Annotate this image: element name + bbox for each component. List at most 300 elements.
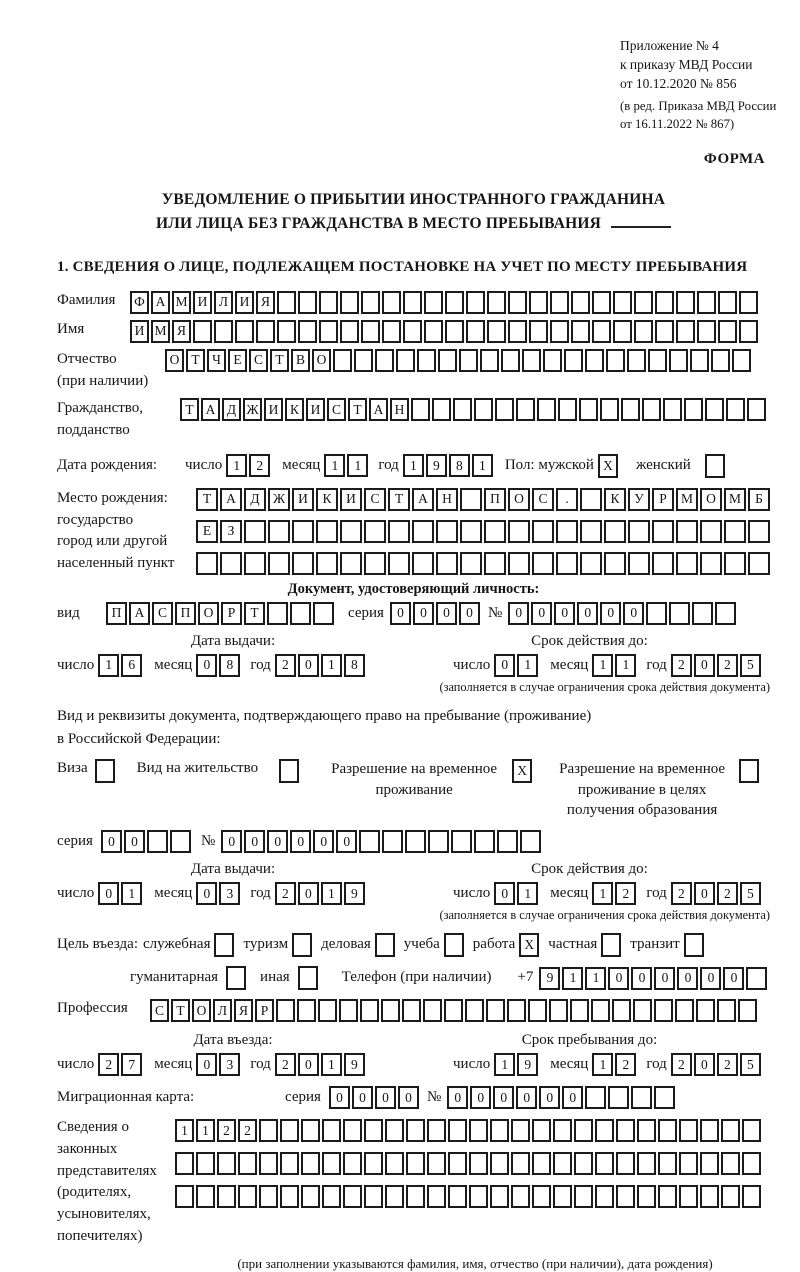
char-box[interactable]: Т xyxy=(171,999,190,1022)
char-box[interactable] xyxy=(553,1152,572,1175)
char-box[interactable] xyxy=(592,320,611,343)
char-box[interactable]: 0 xyxy=(608,967,629,990)
char-box[interactable] xyxy=(516,398,535,421)
char-box[interactable] xyxy=(388,520,410,543)
char-box[interactable]: 0 xyxy=(298,654,319,677)
char-box[interactable]: А xyxy=(369,398,388,421)
char-box[interactable] xyxy=(196,552,218,575)
char-box[interactable] xyxy=(585,349,604,372)
char-box[interactable]: И xyxy=(235,291,254,314)
char-box[interactable]: 0 xyxy=(313,830,334,853)
char-box[interactable]: 1 xyxy=(517,654,538,677)
char-box[interactable] xyxy=(616,1119,635,1142)
char-box[interactable]: 9 xyxy=(426,454,447,477)
char-box[interactable] xyxy=(654,1086,675,1109)
char-box[interactable] xyxy=(648,349,667,372)
char-box[interactable] xyxy=(423,999,442,1022)
char-box[interactable] xyxy=(402,999,421,1022)
char-box[interactable] xyxy=(448,1119,467,1142)
char-box[interactable] xyxy=(684,398,703,421)
char-box[interactable] xyxy=(361,291,380,314)
char-box[interactable]: 2 xyxy=(217,1119,236,1142)
char-box[interactable]: Т xyxy=(180,398,199,421)
char-box[interactable]: К xyxy=(316,488,338,511)
char-box[interactable]: 1 xyxy=(121,882,142,905)
char-box[interactable] xyxy=(486,999,505,1022)
char-box[interactable] xyxy=(364,1185,383,1208)
char-box[interactable] xyxy=(436,520,458,543)
char-box[interactable] xyxy=(238,1152,257,1175)
char-box[interactable] xyxy=(448,1152,467,1175)
char-box[interactable]: 0 xyxy=(390,602,411,625)
char-box[interactable] xyxy=(663,398,682,421)
char-box[interactable]: 2 xyxy=(717,654,738,677)
checkbox-business[interactable] xyxy=(375,933,395,957)
char-box[interactable]: 0 xyxy=(398,1086,419,1109)
char-box[interactable] xyxy=(361,320,380,343)
char-box[interactable] xyxy=(721,1185,740,1208)
char-box[interactable] xyxy=(480,349,499,372)
char-box[interactable] xyxy=(277,291,296,314)
char-box[interactable]: В xyxy=(291,349,310,372)
char-box[interactable]: 1 xyxy=(324,454,345,477)
char-box[interactable]: 3 xyxy=(219,882,240,905)
char-box[interactable]: К xyxy=(285,398,304,421)
char-box[interactable] xyxy=(580,552,602,575)
char-box[interactable] xyxy=(697,320,716,343)
char-box[interactable]: О xyxy=(192,999,211,1022)
char-box[interactable] xyxy=(585,1086,606,1109)
char-box[interactable]: Е xyxy=(196,520,218,543)
char-box[interactable] xyxy=(676,520,698,543)
char-box[interactable] xyxy=(290,602,311,625)
char-box[interactable]: 1 xyxy=(592,1053,613,1076)
char-box[interactable] xyxy=(412,552,434,575)
char-box[interactable] xyxy=(459,349,478,372)
char-box[interactable] xyxy=(259,1185,278,1208)
char-box[interactable] xyxy=(427,1119,446,1142)
char-box[interactable] xyxy=(652,552,674,575)
char-box[interactable] xyxy=(280,1185,299,1208)
char-box[interactable] xyxy=(532,1119,551,1142)
char-box[interactable]: 8 xyxy=(344,654,365,677)
char-box[interactable]: 0 xyxy=(196,654,217,677)
char-box[interactable]: И xyxy=(264,398,283,421)
char-box[interactable]: 0 xyxy=(631,967,652,990)
char-box[interactable] xyxy=(571,291,590,314)
char-box[interactable] xyxy=(333,349,352,372)
char-box[interactable]: 3 xyxy=(219,1053,240,1076)
char-box[interactable] xyxy=(360,999,379,1022)
char-box[interactable] xyxy=(654,999,673,1022)
char-box[interactable] xyxy=(637,1119,656,1142)
char-box[interactable] xyxy=(724,520,746,543)
char-box[interactable]: 2 xyxy=(249,454,270,477)
char-box[interactable] xyxy=(474,830,495,853)
char-box[interactable]: П xyxy=(175,602,196,625)
char-box[interactable] xyxy=(669,349,688,372)
char-box[interactable] xyxy=(628,520,650,543)
char-box[interactable]: З xyxy=(220,520,242,543)
char-box[interactable] xyxy=(235,320,254,343)
char-box[interactable]: А xyxy=(151,291,170,314)
char-box[interactable] xyxy=(700,1119,719,1142)
char-box[interactable]: 2 xyxy=(275,882,296,905)
char-box[interactable] xyxy=(511,1119,530,1142)
char-box[interactable]: 5 xyxy=(740,654,761,677)
char-box[interactable] xyxy=(432,398,451,421)
char-box[interactable] xyxy=(244,552,266,575)
char-box[interactable]: 2 xyxy=(238,1119,257,1142)
checkbox-male[interactable]: X xyxy=(598,454,618,478)
char-box[interactable] xyxy=(268,520,290,543)
char-box[interactable] xyxy=(445,291,464,314)
char-box[interactable]: П xyxy=(106,602,127,625)
char-box[interactable]: 0 xyxy=(267,830,288,853)
char-box[interactable] xyxy=(553,1119,572,1142)
char-box[interactable]: 1 xyxy=(98,654,119,677)
char-box[interactable] xyxy=(558,398,577,421)
char-box[interactable]: Ч xyxy=(207,349,226,372)
char-box[interactable]: 0 xyxy=(694,654,715,677)
char-box[interactable] xyxy=(297,999,316,1022)
char-box[interactable] xyxy=(742,1185,761,1208)
char-box[interactable] xyxy=(298,320,317,343)
char-box[interactable] xyxy=(715,602,736,625)
char-box[interactable] xyxy=(484,520,506,543)
char-box[interactable]: 8 xyxy=(449,454,470,477)
checkbox-female[interactable] xyxy=(705,454,725,478)
char-box[interactable] xyxy=(570,999,589,1022)
char-box[interactable] xyxy=(424,320,443,343)
char-box[interactable] xyxy=(739,320,758,343)
char-box[interactable]: 9 xyxy=(539,967,560,990)
char-box[interactable]: 7 xyxy=(121,1053,142,1076)
char-box[interactable]: И xyxy=(292,488,314,511)
checkbox-temp-residence-edu[interactable] xyxy=(739,759,759,783)
char-box[interactable] xyxy=(382,830,403,853)
checkbox-private[interactable] xyxy=(601,933,621,957)
char-box[interactable] xyxy=(580,488,602,511)
char-box[interactable]: И xyxy=(306,398,325,421)
char-box[interactable] xyxy=(484,552,506,575)
char-box[interactable] xyxy=(444,999,463,1022)
char-box[interactable]: 0 xyxy=(298,1053,319,1076)
char-box[interactable]: Т xyxy=(244,602,265,625)
char-box[interactable] xyxy=(700,1152,719,1175)
char-box[interactable] xyxy=(316,552,338,575)
char-box[interactable] xyxy=(595,1185,614,1208)
char-box[interactable] xyxy=(608,1086,629,1109)
char-box[interactable] xyxy=(600,398,619,421)
char-box[interactable] xyxy=(406,1119,425,1142)
char-box[interactable]: 1 xyxy=(175,1119,194,1142)
char-box[interactable] xyxy=(469,1152,488,1175)
char-box[interactable] xyxy=(637,1152,656,1175)
char-box[interactable] xyxy=(529,291,548,314)
char-box[interactable]: 0 xyxy=(493,1086,514,1109)
char-box[interactable]: 0 xyxy=(516,1086,537,1109)
char-box[interactable] xyxy=(396,349,415,372)
char-box[interactable] xyxy=(196,1185,215,1208)
char-box[interactable] xyxy=(316,520,338,543)
char-box[interactable]: 1 xyxy=(562,967,583,990)
char-box[interactable] xyxy=(738,999,757,1022)
char-box[interactable]: 0 xyxy=(436,602,457,625)
char-box[interactable]: С xyxy=(327,398,346,421)
char-box[interactable] xyxy=(466,320,485,343)
char-box[interactable]: Ф xyxy=(130,291,149,314)
char-box[interactable] xyxy=(631,1086,652,1109)
char-box[interactable]: Я xyxy=(234,999,253,1022)
char-box[interactable]: А xyxy=(201,398,220,421)
char-box[interactable] xyxy=(403,291,422,314)
char-box[interactable]: 0 xyxy=(124,830,145,853)
char-box[interactable]: 1 xyxy=(321,654,342,677)
char-box[interactable] xyxy=(411,398,430,421)
char-box[interactable] xyxy=(604,520,626,543)
char-box[interactable] xyxy=(532,1152,551,1175)
char-box[interactable]: 0 xyxy=(413,602,434,625)
char-box[interactable]: С xyxy=(532,488,554,511)
char-box[interactable] xyxy=(748,520,770,543)
char-box[interactable]: Р xyxy=(652,488,674,511)
char-box[interactable] xyxy=(382,291,401,314)
char-box[interactable] xyxy=(460,488,482,511)
char-box[interactable] xyxy=(700,520,722,543)
char-box[interactable] xyxy=(490,1152,509,1175)
char-box[interactable] xyxy=(574,1152,593,1175)
char-box[interactable]: 0 xyxy=(623,602,644,625)
char-box[interactable] xyxy=(364,1119,383,1142)
char-box[interactable] xyxy=(238,1185,257,1208)
char-box[interactable] xyxy=(679,1185,698,1208)
char-box[interactable] xyxy=(658,1185,677,1208)
char-box[interactable] xyxy=(634,320,653,343)
char-box[interactable] xyxy=(529,320,548,343)
char-box[interactable]: Р xyxy=(221,602,242,625)
char-box[interactable] xyxy=(532,520,554,543)
char-box[interactable]: 1 xyxy=(347,454,368,477)
char-box[interactable] xyxy=(343,1185,362,1208)
char-box[interactable]: 2 xyxy=(275,1053,296,1076)
char-box[interactable] xyxy=(343,1152,362,1175)
char-box[interactable]: О xyxy=(700,488,722,511)
char-box[interactable] xyxy=(298,291,317,314)
char-box[interactable] xyxy=(196,1152,215,1175)
char-box[interactable]: Б xyxy=(748,488,770,511)
char-box[interactable]: Я xyxy=(172,320,191,343)
char-box[interactable]: 9 xyxy=(517,1053,538,1076)
char-box[interactable] xyxy=(406,1185,425,1208)
char-box[interactable]: 2 xyxy=(717,882,738,905)
char-box[interactable]: Н xyxy=(436,488,458,511)
char-box[interactable]: Н xyxy=(390,398,409,421)
char-box[interactable]: Д xyxy=(244,488,266,511)
char-box[interactable]: Т xyxy=(270,349,289,372)
char-box[interactable] xyxy=(627,349,646,372)
char-box[interactable]: 0 xyxy=(694,882,715,905)
char-box[interactable] xyxy=(388,552,410,575)
checkbox-residence-permit[interactable] xyxy=(279,759,299,783)
char-box[interactable] xyxy=(340,520,362,543)
char-box[interactable] xyxy=(381,999,400,1022)
char-box[interactable] xyxy=(550,320,569,343)
char-box[interactable] xyxy=(474,398,493,421)
char-box[interactable] xyxy=(427,1152,446,1175)
char-box[interactable] xyxy=(385,1152,404,1175)
char-box[interactable]: 2 xyxy=(671,882,692,905)
char-box[interactable] xyxy=(721,1152,740,1175)
char-box[interactable] xyxy=(637,1185,656,1208)
char-box[interactable] xyxy=(453,398,472,421)
char-box[interactable]: 0 xyxy=(336,830,357,853)
char-box[interactable]: 0 xyxy=(98,882,119,905)
char-box[interactable] xyxy=(726,398,745,421)
char-box[interactable]: С xyxy=(364,488,386,511)
char-box[interactable]: 1 xyxy=(321,1053,342,1076)
char-box[interactable]: 1 xyxy=(517,882,538,905)
char-box[interactable]: 2 xyxy=(275,654,296,677)
char-box[interactable]: Е xyxy=(228,349,247,372)
char-box[interactable]: 0 xyxy=(554,602,575,625)
char-box[interactable] xyxy=(318,999,337,1022)
char-box[interactable]: У xyxy=(628,488,650,511)
char-box[interactable] xyxy=(592,291,611,314)
char-box[interactable]: К xyxy=(604,488,626,511)
checkbox-other[interactable] xyxy=(298,966,318,990)
char-box[interactable]: . xyxy=(556,488,578,511)
char-box[interactable] xyxy=(696,999,715,1022)
char-box[interactable] xyxy=(427,1185,446,1208)
checkbox-humanitarian[interactable] xyxy=(226,966,246,990)
char-box[interactable] xyxy=(746,967,767,990)
char-box[interactable] xyxy=(259,1152,278,1175)
char-box[interactable] xyxy=(549,999,568,1022)
char-box[interactable] xyxy=(217,1185,236,1208)
char-box[interactable]: 2 xyxy=(671,1053,692,1076)
char-box[interactable] xyxy=(676,291,695,314)
char-box[interactable] xyxy=(675,999,694,1022)
char-box[interactable] xyxy=(642,398,661,421)
char-box[interactable] xyxy=(595,1152,614,1175)
char-box[interactable] xyxy=(359,830,380,853)
char-box[interactable] xyxy=(508,291,527,314)
char-box[interactable] xyxy=(679,1152,698,1175)
char-box[interactable] xyxy=(490,1119,509,1142)
char-box[interactable] xyxy=(364,552,386,575)
char-box[interactable] xyxy=(508,552,530,575)
char-box[interactable]: 0 xyxy=(329,1086,350,1109)
char-box[interactable]: Т xyxy=(348,398,367,421)
char-box[interactable]: 0 xyxy=(470,1086,491,1109)
char-box[interactable] xyxy=(268,552,290,575)
char-box[interactable]: 0 xyxy=(352,1086,373,1109)
char-box[interactable] xyxy=(658,1119,677,1142)
char-box[interactable]: 1 xyxy=(226,454,247,477)
char-box[interactable] xyxy=(595,1119,614,1142)
char-box[interactable] xyxy=(147,830,168,853)
char-box[interactable] xyxy=(621,398,640,421)
char-box[interactable] xyxy=(428,830,449,853)
char-box[interactable] xyxy=(292,520,314,543)
char-box[interactable] xyxy=(451,830,472,853)
char-box[interactable] xyxy=(655,291,674,314)
char-box[interactable] xyxy=(385,1185,404,1208)
char-box[interactable] xyxy=(690,349,709,372)
char-box[interactable] xyxy=(700,552,722,575)
char-box[interactable] xyxy=(375,349,394,372)
char-box[interactable] xyxy=(742,1119,761,1142)
char-box[interactable]: О xyxy=(312,349,331,372)
char-box[interactable] xyxy=(718,320,737,343)
char-box[interactable]: 2 xyxy=(615,882,636,905)
char-box[interactable] xyxy=(322,1119,341,1142)
char-box[interactable] xyxy=(364,520,386,543)
char-box[interactable]: 1 xyxy=(196,1119,215,1142)
char-box[interactable] xyxy=(448,1185,467,1208)
char-box[interactable] xyxy=(277,320,296,343)
char-box[interactable]: 5 xyxy=(740,882,761,905)
char-box[interactable] xyxy=(217,1152,236,1175)
char-box[interactable]: 0 xyxy=(196,1053,217,1076)
char-box[interactable] xyxy=(175,1185,194,1208)
char-box[interactable] xyxy=(301,1152,320,1175)
char-box[interactable] xyxy=(679,1119,698,1142)
char-box[interactable] xyxy=(319,320,338,343)
char-box[interactable]: И xyxy=(340,488,362,511)
char-box[interactable]: Л xyxy=(213,999,232,1022)
char-box[interactable] xyxy=(717,999,736,1022)
char-box[interactable]: 1 xyxy=(592,654,613,677)
char-box[interactable] xyxy=(460,520,482,543)
char-box[interactable] xyxy=(280,1152,299,1175)
char-box[interactable] xyxy=(669,602,690,625)
char-box[interactable]: 8 xyxy=(219,654,240,677)
char-box[interactable] xyxy=(705,398,724,421)
char-box[interactable] xyxy=(537,398,556,421)
char-box[interactable] xyxy=(553,1185,572,1208)
char-box[interactable]: 9 xyxy=(344,1053,365,1076)
char-box[interactable] xyxy=(301,1119,320,1142)
char-box[interactable]: Ж xyxy=(268,488,290,511)
char-box[interactable] xyxy=(343,1119,362,1142)
char-box[interactable] xyxy=(646,602,667,625)
char-box[interactable]: 0 xyxy=(494,882,515,905)
char-box[interactable] xyxy=(267,602,288,625)
char-box[interactable] xyxy=(490,1185,509,1208)
char-box[interactable] xyxy=(170,830,191,853)
char-box[interactable] xyxy=(528,999,547,1022)
char-box[interactable]: 1 xyxy=(585,967,606,990)
char-box[interactable] xyxy=(497,830,518,853)
char-box[interactable] xyxy=(214,320,233,343)
char-box[interactable] xyxy=(487,320,506,343)
char-box[interactable] xyxy=(676,320,695,343)
char-box[interactable]: М xyxy=(724,488,746,511)
char-box[interactable]: М xyxy=(151,320,170,343)
char-box[interactable] xyxy=(658,1152,677,1175)
char-box[interactable]: И xyxy=(193,291,212,314)
char-box[interactable]: 2 xyxy=(98,1053,119,1076)
char-box[interactable] xyxy=(747,398,766,421)
char-box[interactable]: О xyxy=(198,602,219,625)
char-box[interactable] xyxy=(466,291,485,314)
char-box[interactable] xyxy=(556,520,578,543)
char-box[interactable]: 0 xyxy=(447,1086,468,1109)
char-box[interactable]: Я xyxy=(256,291,275,314)
char-box[interactable]: 0 xyxy=(531,602,552,625)
